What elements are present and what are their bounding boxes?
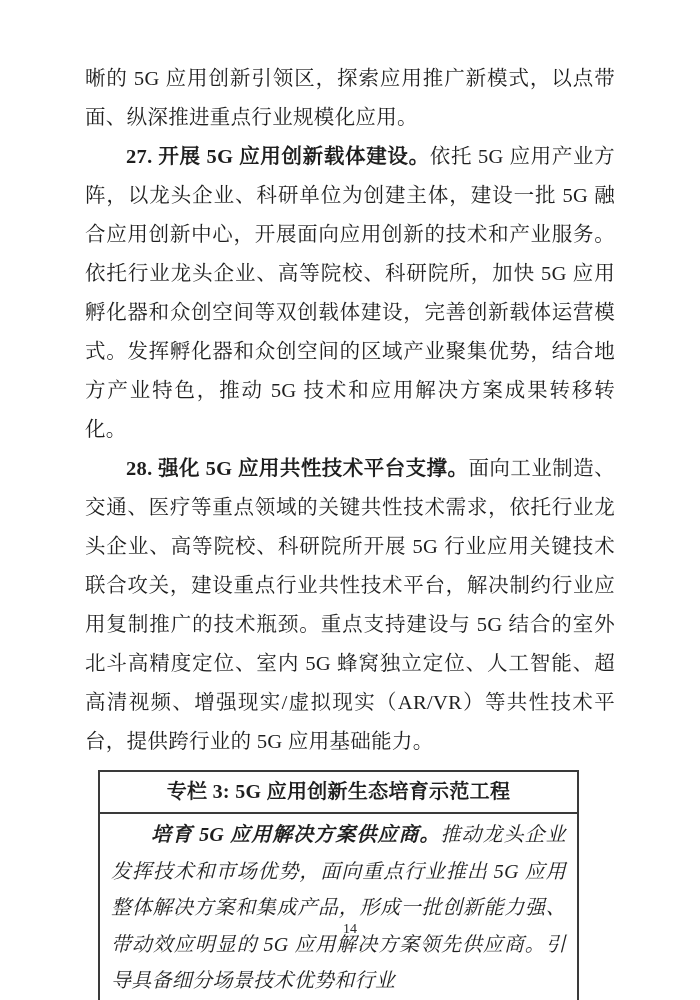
item-27-heading: 27. 开展 5G 应用创新载体建设。 xyxy=(126,146,430,168)
callout-box xyxy=(98,770,579,1000)
paragraph-item-28 xyxy=(85,450,615,762)
paragraph-item-27 xyxy=(85,138,615,450)
page-content xyxy=(85,60,615,1000)
paragraph-continuation: 晰的 5G 应用创新引领区，探索应用推广新模式，以点带面、纵深推进重点行业规模化应用。 xyxy=(85,68,615,129)
callout-box-title: 专栏 3: 5G 应用创新生态培育示范工程 xyxy=(100,772,577,814)
item-27-body-text: 依托 5G 应用产业方阵，以龙头企业、科研单位为创建主体，建设一批 5G 融合应用创新中心，开展面向应用创新的技术和产业服务。依托行业龙头企业、高等院校、科研院所，加快 5G 应用孵化器和众创空间等双创载体建设，完善创新载体运营模式。发挥孵化器和众创空间的区域产业聚集优势，结合地方产业特色，推动 5G 技术和应用解决方案成果转移转化。 xyxy=(85,146,615,441)
callout-box-body xyxy=(100,814,577,1000)
item-28-body-text: 面向工业制造、交通、医疗等重点领域的关键共性技术需求，依托行业龙头企业、高等院校、科研院所开展 5G 行业应用关键技术联合攻关，建设重点行业共性技术平台，解决制约行业应用复制推广的技术瓶颈。重点支持建设与 5G 结合的室外北斗高精度定位、室内 5G 蜂窝独立定位、人工智能、超高清视频、增强现实/虚拟现实（AR/VR）等共性技术平台，提供跨行业的 5G 应用基础能力。 xyxy=(85,458,615,753)
page-number: 14 xyxy=(343,922,357,937)
item-28-heading: 28. 强化 5G 应用共性技术平台支撑。 xyxy=(126,458,469,480)
callout-box-lead: 培育 5G 应用解决方案供应商。 xyxy=(151,824,441,846)
callout-box-text: 推动龙头企业发挥技术和市场优势，面向重点行业推出 5G 应用整体解决方案和集成产品，形成一批创新能力强、带动效应明显的 5G 应用解决方案领先供应商。引导具备细分场景技术优势和行业 xyxy=(111,824,566,992)
